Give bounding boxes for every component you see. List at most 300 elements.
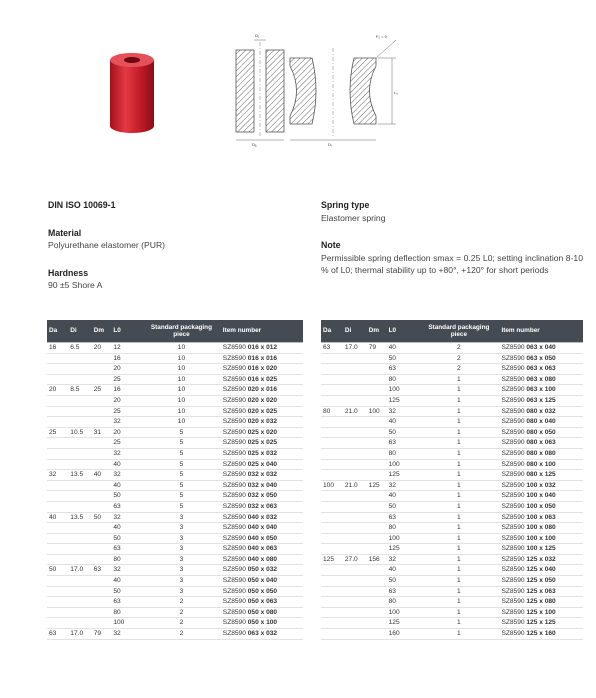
table-row [47,395,303,406]
table-cell: 50 [387,501,419,512]
item-prefix: SZ8590 [501,396,527,404]
table-row [47,586,303,597]
item-number [499,343,583,354]
table-cell: 100 [321,480,343,491]
table-cell [68,491,91,502]
table-cell [343,501,367,512]
table-cell [47,554,68,565]
table-row [321,512,583,523]
material-label: Material [48,227,82,238]
table-cell [68,523,91,534]
table-cell: 100 [387,533,419,544]
item-number [499,586,583,597]
item-size: 032 x 040 [247,481,278,489]
table-cell: 10 [142,364,221,375]
item-size: 080 x 063 [526,439,556,447]
item-prefix: SZ8590 [501,375,527,383]
item-size: 032 x 063 [247,502,278,510]
table-cell: 79 [92,629,112,640]
table-row [321,501,583,512]
item-size: 050 x 100 [247,619,278,627]
item-prefix: SZ8590 [501,386,527,394]
table-cell [343,491,367,502]
item-prefix: SZ8590 [501,418,527,426]
table-cell: 40 [387,491,419,502]
item-size: 040 x 050 [247,534,278,542]
table-cell: 10 [142,385,221,396]
item-number [499,491,583,502]
item-prefix: SZ8590 [222,608,248,616]
table-cell: 1 [418,565,499,576]
table-cell [321,629,343,640]
item-size: 050 x 040 [247,577,278,585]
table-cell [367,353,387,364]
table-cell: 13.5 [68,512,91,523]
item-number [221,417,303,428]
item-size: 050 x 080 [247,608,278,616]
table-cell [92,364,112,375]
table-cell [321,565,343,576]
item-number [499,565,583,576]
table-row [321,427,583,438]
table-cell: 100 [387,607,419,618]
table-cell: 32 [387,406,419,417]
item-number [499,576,583,587]
item-size: 016 x 025 [247,375,278,383]
item-number [221,374,303,385]
item-prefix: SZ8590 [222,524,248,532]
table-cell [321,501,343,512]
item-size: 016 x 012 [247,344,278,351]
table-cell: 100 [387,459,419,470]
table-row [47,343,303,354]
table-cell: 17.0 [68,629,91,640]
table-row [321,343,583,354]
item-size: 020 x 025 [247,407,278,415]
table-cell [367,491,387,502]
item-size: 025 x 032 [247,449,278,457]
item-number [221,438,303,449]
item-prefix: SZ8590 [222,492,248,500]
table-cell: 1 [418,597,499,608]
table-cell [343,544,367,555]
table-cell [321,512,343,523]
table-cell [367,448,387,459]
table-cell: 2 [418,353,499,364]
table-cell [321,470,343,481]
table-cell [92,374,112,385]
table-cell [367,607,387,618]
table-row [321,417,583,428]
column-header: Dm [367,320,387,343]
table-cell [321,427,343,438]
technical-drawing [228,28,418,156]
item-size: 125 x 040 [526,566,556,574]
label-lo: L₀ [394,90,398,95]
table-cell [367,395,387,406]
table-cell: 80 [111,554,142,565]
table-cell [367,427,387,438]
item-number [499,607,583,618]
item-prefix: SZ8590 [222,396,248,404]
table-cell [343,459,367,470]
table-cell: 3 [142,554,221,565]
item-prefix: SZ8590 [222,418,248,426]
table-cell: 5 [142,491,221,502]
table-cell: 40 [387,343,419,354]
item-prefix: SZ8590 [222,375,248,383]
table-cell: 16 [47,343,68,354]
item-prefix: SZ8590 [222,566,248,574]
table-cell [47,618,68,629]
table-cell [92,544,112,555]
table-cell [343,629,367,640]
table-cell [321,459,343,470]
table-cell: 125 [387,618,419,629]
table-cell: 1 [418,427,499,438]
table-cell: 63 [387,512,419,523]
table-cell: 50 [111,533,142,544]
table-cell [68,586,91,597]
table-cell: 2 [142,618,221,629]
spring-table-left [47,320,303,640]
item-number [221,491,303,502]
item-prefix: SZ8590 [501,449,527,457]
item-prefix: SZ8590 [222,386,248,394]
table-cell [367,523,387,534]
item-number [499,374,583,385]
table-row [47,438,303,449]
item-prefix: SZ8590 [501,545,527,553]
item-size: 080 x 100 [526,460,556,468]
item-number [221,470,303,481]
item-prefix: SZ8590 [222,598,248,606]
table-cell: 1 [418,554,499,565]
item-number [499,427,583,438]
table-cell [343,374,367,385]
table-cell: 5 [142,438,221,449]
table-cell: 20 [47,385,68,396]
item-number [221,576,303,587]
table-cell [343,385,367,396]
table-cell: 63 [111,544,142,555]
item-size: 063 x 080 [526,375,556,383]
item-size: 080 x 040 [526,418,556,426]
table-cell: 31 [92,427,112,438]
item-size: 050 x 032 [247,566,278,574]
table-cell [321,523,343,534]
table-cell: 25 [111,438,142,449]
table-cell [68,395,91,406]
item-size: 063 x 050 [526,354,556,362]
column-header: Da [321,320,343,343]
table-cell: 10 [142,417,221,428]
table-cell [367,364,387,375]
table-cell: 1 [418,491,499,502]
table-header [321,320,583,343]
item-size: 040 x 032 [247,513,278,521]
table-cell [47,364,68,375]
table-cell: 40 [92,470,112,481]
table-cell [321,597,343,608]
table-cell [47,544,68,555]
table-cell: 63 [111,597,142,608]
table-cell [68,459,91,470]
item-size: 050 x 063 [247,598,278,606]
table-cell: 100 [111,618,142,629]
table-cell: 79 [367,343,387,354]
item-prefix: SZ8590 [501,630,527,638]
item-prefix: SZ8590 [501,365,527,373]
item-number [499,618,583,629]
table-cell: 100 [387,385,419,396]
table-cell: 20 [92,343,112,354]
table-cell: 40 [111,523,142,534]
table-cell [367,374,387,385]
item-prefix: SZ8590 [501,354,527,362]
table-cell [321,448,343,459]
table-cell: 20 [111,395,142,406]
table-cell [47,480,68,491]
table-cell: 50 [387,427,419,438]
table-row [47,353,303,364]
table-cell [92,554,112,565]
table-row [321,438,583,449]
table-cell [321,618,343,629]
table-cell [92,417,112,428]
table-cell [68,480,91,491]
table-cell [68,533,91,544]
table-row [321,491,583,502]
table-row [321,576,583,587]
table-cell [68,374,91,385]
item-number [499,544,583,555]
item-number [499,417,583,428]
table-cell: 25 [92,385,112,396]
table-cell: 63 [47,629,68,640]
table-cell [68,618,91,629]
table-row [47,554,303,565]
table-cell [321,438,343,449]
column-header: Da [47,320,68,343]
table-cell: 13.5 [68,470,91,481]
item-size: 080 x 080 [526,449,556,457]
table-cell [47,438,68,449]
table-cell: 5 [142,427,221,438]
item-prefix: SZ8590 [501,598,527,606]
table-cell [68,597,91,608]
table-cell [92,480,112,491]
table-cell: 156 [367,554,387,565]
standard-title: DIN ISO 10069-1 [48,200,116,210]
item-prefix: SZ8590 [222,619,248,627]
item-number [221,523,303,534]
table-cell: 1 [418,629,499,640]
item-number [499,629,583,640]
table-cell: 3 [142,544,221,555]
table-row [47,364,303,375]
table-cell: 5 [142,480,221,491]
table-header [47,320,303,343]
table-cell: 10 [142,343,221,354]
table-cell: 2 [418,343,499,354]
item-size: 100 x 100 [526,534,556,542]
note-text: Permissible spring deflection smax = 0.25 L0; setting inclination 8-10 % of L0; thermal stability up to +80°, +120° for short periods [321,252,583,275]
table-cell: 40 [111,480,142,491]
item-prefix: SZ8590 [222,439,248,447]
item-prefix: SZ8590 [222,354,248,362]
table-cell: 3 [142,533,221,544]
table-cell [68,438,91,449]
table-row [321,459,583,470]
item-size: 020 x 032 [247,418,278,426]
table-cell: 6.5 [68,343,91,354]
table-cell: 2 [142,629,221,640]
table-row [321,364,583,375]
item-size: 063 x 125 [526,396,556,404]
table-cell [321,364,343,375]
item-prefix: SZ8590 [222,534,248,542]
item-prefix: SZ8590 [501,492,527,500]
table-cell [367,438,387,449]
table-cell [367,586,387,597]
table-cell: 10 [142,406,221,417]
table-cell: 3 [142,523,221,534]
table-cell [47,417,68,428]
item-prefix: SZ8590 [501,555,527,563]
item-prefix: SZ8590 [222,577,248,585]
item-size: 100 x 040 [526,492,556,500]
table-cell [367,501,387,512]
table-row [321,618,583,629]
table-cell: 3 [142,576,221,587]
table-cell [68,607,91,618]
item-size: 125 x 160 [526,630,556,638]
table-cell [321,544,343,555]
table-row [47,501,303,512]
table-cell: 125 [367,480,387,491]
table-cell [343,597,367,608]
item-number [499,554,583,565]
table-cell: 32 [111,417,142,428]
item-prefix: SZ8590 [501,619,527,627]
table-cell [47,607,68,618]
item-size: 063 x 100 [526,386,556,394]
item-prefix: SZ8590 [222,502,248,510]
table-cell: 1 [418,438,499,449]
table-cell [367,544,387,555]
column-header: Item number [499,320,583,343]
table-cell: 10 [142,353,221,364]
table-cell: 80 [387,597,419,608]
table-cell [92,395,112,406]
item-prefix: SZ8590 [222,545,248,553]
table-cell: 32 [111,565,142,576]
item-number [499,470,583,481]
table-cell: 10.5 [68,427,91,438]
table-cell: 40 [387,417,419,428]
item-size: 016 x 020 [247,365,278,373]
table-row [47,459,303,470]
table-cell: 32 [111,629,142,640]
table-cell [68,576,91,587]
table-cell: 2 [142,607,221,618]
item-number [499,480,583,491]
item-size: 040 x 080 [247,555,278,563]
item-prefix: SZ8590 [501,502,527,510]
table-cell: 17.0 [68,565,91,576]
item-number [499,385,583,396]
item-size: 025 x 020 [247,428,278,436]
item-size: 100 x 050 [526,502,556,510]
item-size: 080 x 050 [526,428,556,436]
table-cell [92,491,112,502]
item-size: 025 x 025 [247,439,278,447]
table-cell: 50 [92,512,112,523]
item-number [499,395,583,406]
table-cell: 32 [387,554,419,565]
item-number [221,353,303,364]
table-cell [92,448,112,459]
table-cell: 32 [387,480,419,491]
item-size: 080 x 032 [526,407,556,415]
table-row [47,607,303,618]
item-number [221,427,303,438]
table-cell [343,618,367,629]
table-cell: 1 [418,459,499,470]
table-cell [321,385,343,396]
item-prefix: SZ8590 [501,460,527,468]
table-cell [321,417,343,428]
table-row [47,491,303,502]
table-cell [92,501,112,512]
table-cell [321,491,343,502]
table-cell: 1 [418,501,499,512]
item-number [221,544,303,555]
item-prefix: SZ8590 [501,608,527,616]
table-cell: 17.0 [343,343,367,354]
item-prefix: SZ8590 [501,524,527,532]
column-header: Di [68,320,91,343]
table-cell: 40 [111,459,142,470]
table-row [47,523,303,534]
table-cell: 12 [111,343,142,354]
column-header: Di [343,320,367,343]
table-cell: 5 [142,470,221,481]
item-number [499,438,583,449]
table-row [47,512,303,523]
item-size: 125 x 125 [526,619,556,627]
item-number [221,554,303,565]
table-cell: 25 [111,406,142,417]
item-prefix: SZ8590 [501,513,527,521]
table-row [321,533,583,544]
table-cell [343,576,367,587]
item-prefix: SZ8590 [501,534,527,542]
table-cell [321,395,343,406]
table-cell [343,512,367,523]
label-d1: D₁ [255,33,260,38]
table-cell [343,565,367,576]
table-cell [367,597,387,608]
table-row [47,406,303,417]
table-cell: 80 [111,607,142,618]
table-cell: 2 [418,364,499,375]
table-row [47,576,303,587]
table-cell: 32 [111,470,142,481]
table-cell [321,374,343,385]
table-cell: 125 [387,470,419,481]
